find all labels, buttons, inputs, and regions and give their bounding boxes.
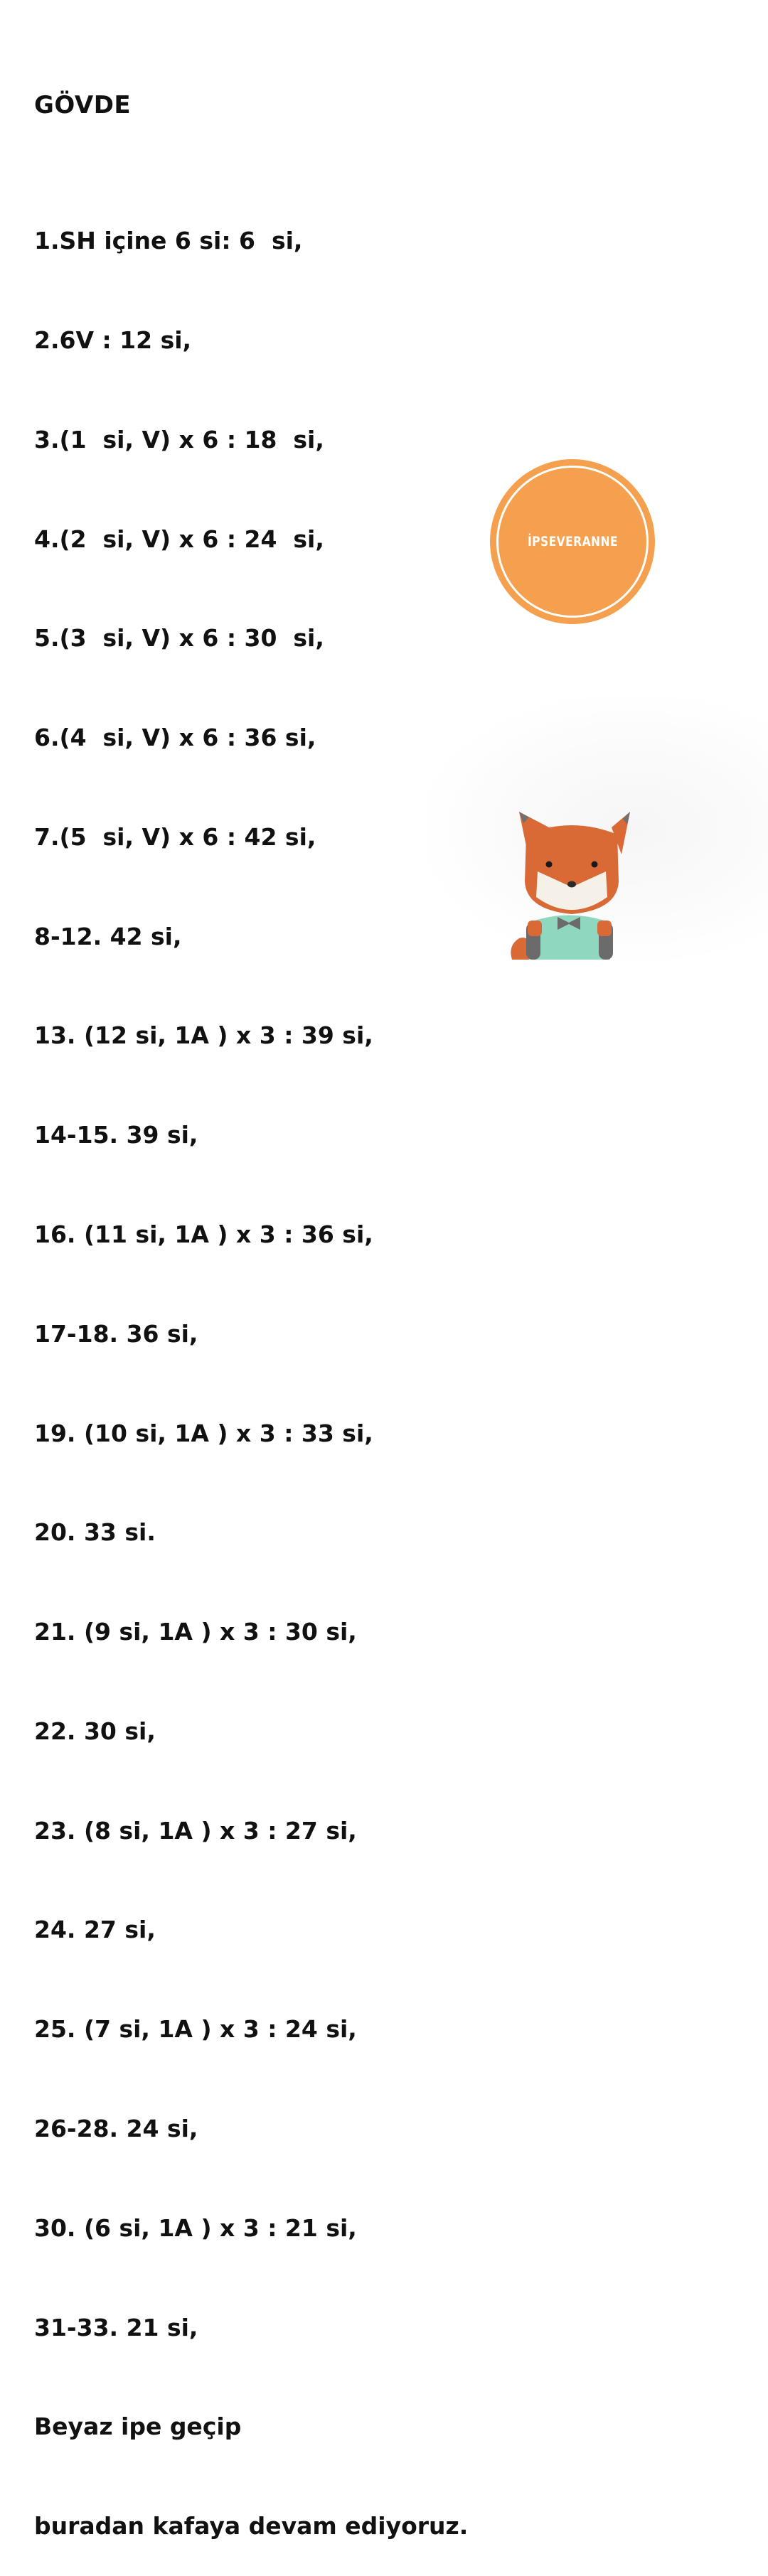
pattern-steps-list [34,159,468,2576]
pattern-step: 3.(1 si, V) x 6 : 18 si, [34,425,324,454]
pattern-step: 2.6V : 12 si, [34,326,192,354]
pattern-step: 7.(5 si, V) x 6 : 42 si, [34,822,316,851]
pattern-step: 8-12. 42 si, [34,922,182,950]
fox-eye-right [592,862,598,868]
pattern-step: 23. (8 si, 1A ) x 3 : 27 si, [34,1816,357,1845]
pattern-step: 25. (7 si, 1A ) x 3 : 24 si, [34,2015,357,2044]
amigurumi-fox-photo [498,803,640,960]
fox-shirt [529,916,610,960]
pattern-note: Beyaz ipe geçip [34,2413,242,2441]
fox-sleeve-right [597,921,612,936]
pattern-step: 4.(2 si, V) x 6 : 24 si, [34,525,324,553]
pattern-step: 31-33. 21 si, [34,2313,198,2341]
pattern-step: 16. (11 si, 1A ) x 3 : 36 si, [34,1220,373,1248]
pattern-step: 24. 27 si, [34,1916,156,1944]
pattern-step: 1.SH içine 6 si: 6 si, [34,227,303,255]
pattern-step: 22. 30 si, [34,1717,156,1745]
brand-logo-badge [490,459,655,624]
fox-eye-left [546,862,553,868]
pattern-step: 14-15. 39 si, [34,1121,198,1149]
fox-nose [567,881,576,888]
pattern-step: 19. (10 si, 1A ) x 3 : 33 si, [34,1419,373,1447]
pattern-step: 20. 33 si. [34,1518,156,1547]
pattern-step: 26-28. 24 si, [34,2115,198,2143]
pattern-step: 21. (9 si, 1A ) x 3 : 30 si, [34,1618,357,1646]
pattern-step: 13. (12 si, 1A ) x 3 : 39 si, [34,1021,373,1050]
fox-sleeve-left [528,921,542,936]
pattern-note: buradan kafaya devam ediyoruz. [34,2512,469,2540]
pattern-step: 17-18. 36 si, [34,1319,198,1348]
section-title: GÖVDE [34,91,132,119]
pattern-step: 6.(4 si, V) x 6 : 36 si, [34,724,316,752]
pattern-step: 5.(3 si, V) x 6 : 30 si, [34,624,324,653]
pattern-step: 30. (6 si, 1A ) x 3 : 21 si, [34,2213,357,2242]
brand-logo-text: İPSEVERANNE [527,534,618,549]
